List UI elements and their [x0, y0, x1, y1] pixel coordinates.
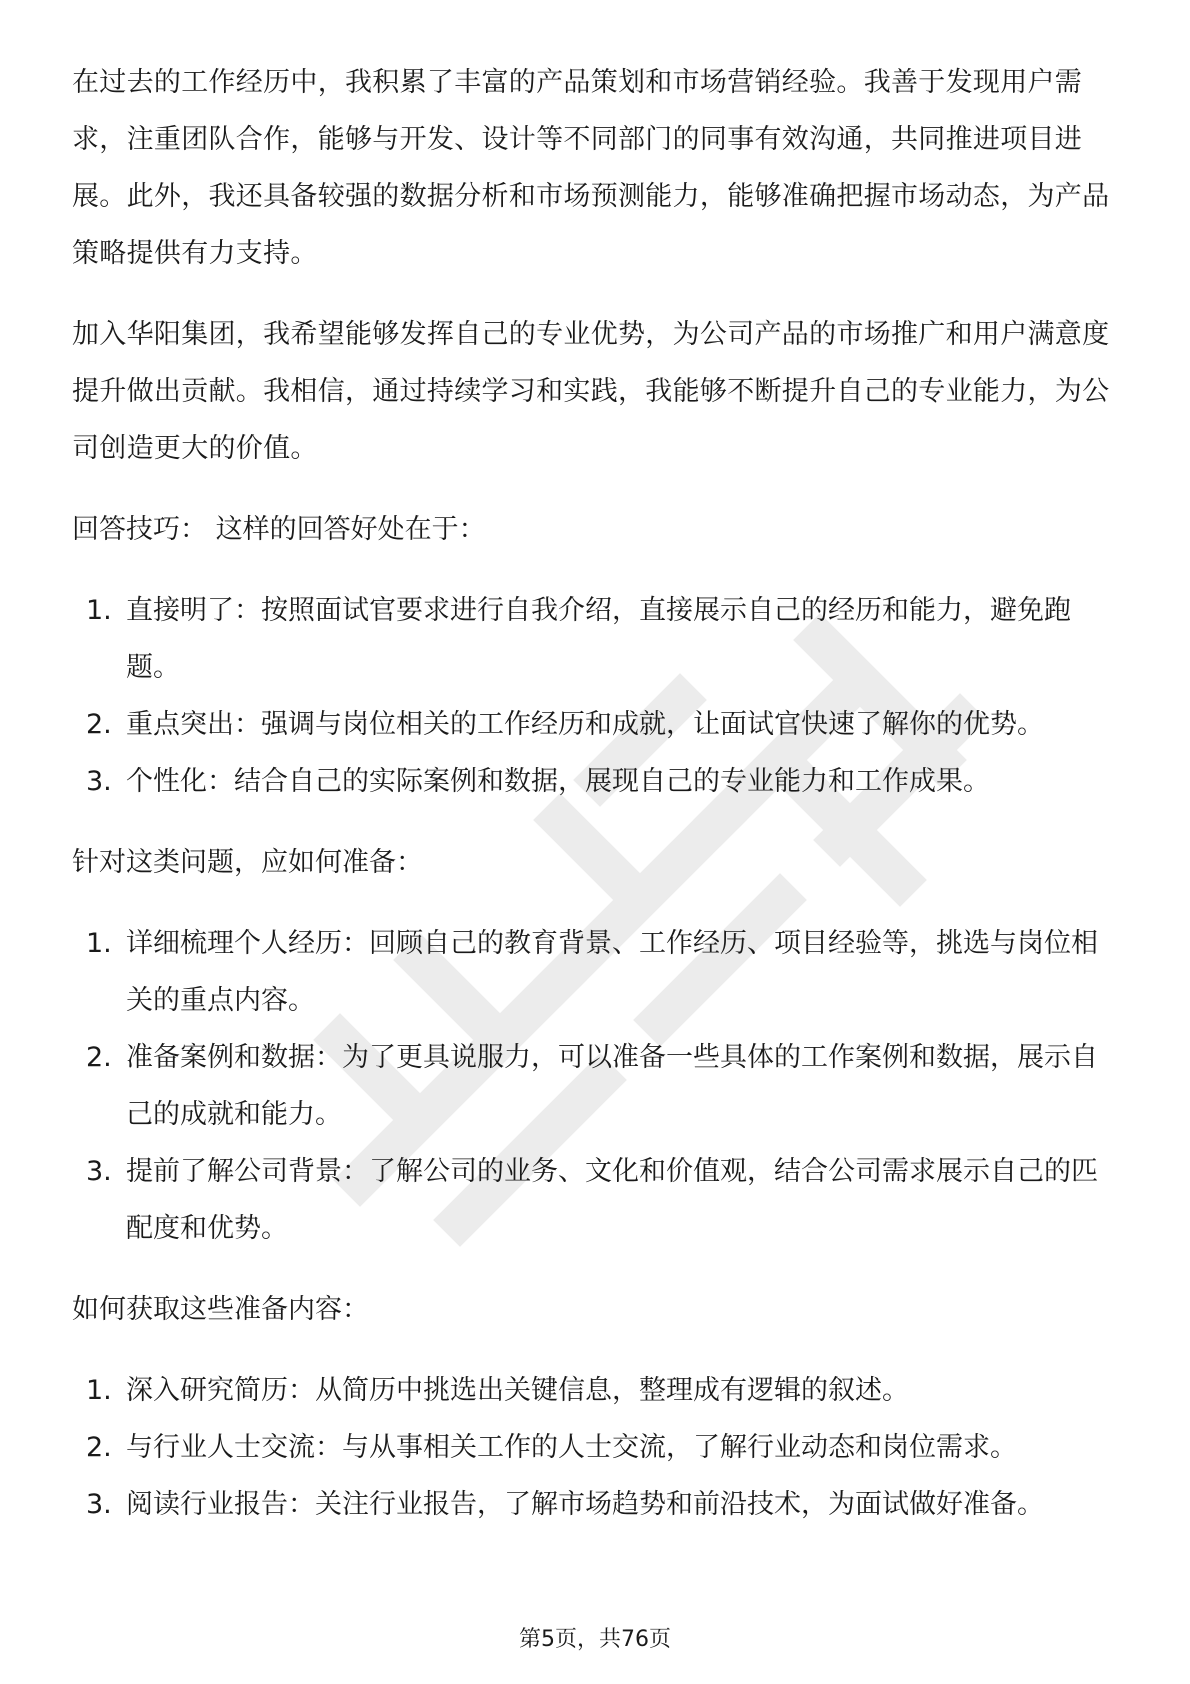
- list-item-text: 个性化：结合自己的实际案例和数据，展现自己的专业能力和工作成果。: [126, 766, 990, 797]
- preparation-list: [72, 915, 1122, 1257]
- list-item-text: 与行业人士交流：与从事相关工作的人士交流，了解行业动态和岗位需求。: [126, 1432, 1017, 1463]
- paragraph-joining: 加入华阳集团，我希望能够发挥自己的专业优势，为公司产品的市场推广和用户满意度提升做出贡献。我相信，通过持续学习和实践，我能够不断提升自己的专业能力，为公司创造更大的价值。: [72, 319, 1110, 464]
- list-number: 3.: [86, 1489, 112, 1520]
- paragraph-experience: 在过去的工作经历中，我积累了丰富的产品策划和市场营销经验。我善于发现用户需求，注重团队合作，能够与开发、设计等不同部门的同事有效沟通，共同推进项目进展。此外，我还具备较强的数据分析和市场预测能力，能够准确把握市场动态，为产品策略提供有力支持。: [72, 67, 1110, 269]
- section-heading-tips: 回答技巧： 这样的回答好处在于：: [72, 514, 486, 545]
- list-item-text: 直接明了：按照面试官要求进行自我介绍，直接展示自己的经历和能力，避免跑题。: [126, 595, 1071, 683]
- section-heading-sources: 如何获取这些准备内容：: [72, 1294, 369, 1325]
- list-number: 3.: [86, 766, 112, 797]
- list-item-text: 准备案例和数据：为了更具说服力，可以准备一些具体的工作案例和数据，展示自己的成就和能力。: [126, 1042, 1098, 1130]
- list-item: [72, 1143, 1122, 1257]
- document-page: [72, 54, 1122, 1557]
- list-item: [72, 1029, 1122, 1143]
- list-item-text: 深入研究简历：从简历中挑选出关键信息，整理成有逻辑的叙述。: [126, 1375, 909, 1406]
- list-number: 1.: [86, 1375, 112, 1406]
- list-item: [72, 696, 1122, 753]
- list-number: 1.: [86, 595, 112, 626]
- list-item-text: 重点突出：强调与岗位相关的工作经历和成就，让面试官快速了解你的优势。: [126, 709, 1044, 740]
- list-item: [72, 1362, 1122, 1419]
- list-item: [72, 1476, 1122, 1533]
- list-item: [72, 753, 1122, 810]
- list-number: 2.: [86, 1432, 112, 1463]
- list-number: 2.: [86, 1042, 112, 1073]
- list-number: 1.: [86, 928, 112, 959]
- list-item-text: 阅读行业报告：关注行业报告，了解市场趋势和前沿技术，为面试做好准备。: [126, 1489, 1044, 1520]
- list-item-text: 详细梳理个人经历：回顾自己的教育背景、工作经历、项目经验等，挑选与岗位相关的重点内容。: [126, 928, 1098, 1016]
- list-item: [72, 582, 1122, 696]
- sources-list: [72, 1362, 1122, 1533]
- section-heading-preparation: 针对这类问题，应如何准备：: [72, 847, 423, 878]
- list-item: [72, 915, 1122, 1029]
- list-item: [72, 1419, 1122, 1476]
- page-number-footer: 第5页，共76页: [519, 1627, 671, 1652]
- tips-list: [72, 582, 1122, 810]
- list-number: 2.: [86, 709, 112, 740]
- list-number: 3.: [86, 1156, 112, 1187]
- list-item-text: 提前了解公司背景：了解公司的业务、文化和价值观，结合公司需求展示自己的匹配度和优势。: [126, 1156, 1098, 1244]
